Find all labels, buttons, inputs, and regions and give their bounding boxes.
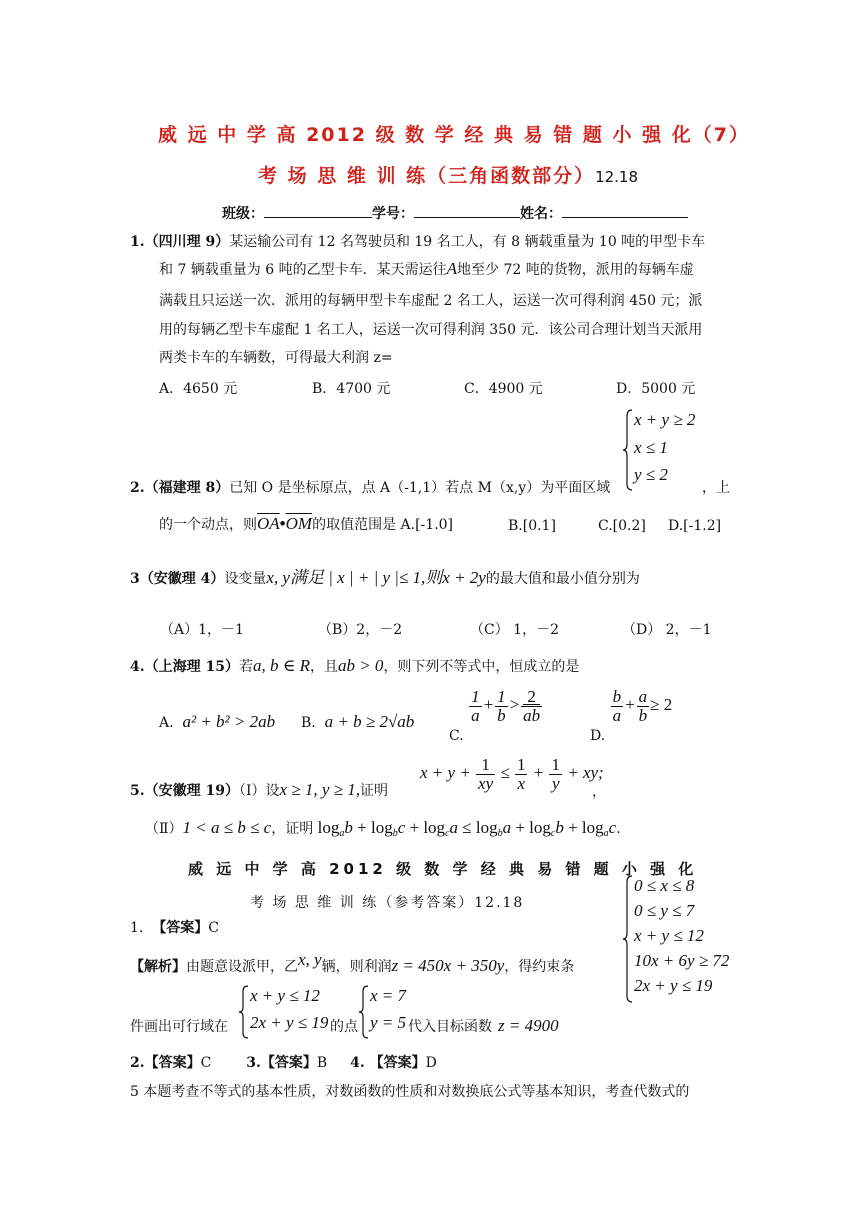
- q4-text-b: ，且: [309, 659, 338, 675]
- brace-icon: [238, 984, 250, 1040]
- q5-prove2: ，证明: [271, 821, 314, 837]
- question-2: [130, 478, 610, 498]
- class-label: 班级：: [222, 206, 264, 222]
- dot-operator: •: [279, 514, 286, 533]
- student-info-row: [222, 203, 688, 224]
- q4-number: 4.（上海理 15）: [130, 659, 239, 675]
- id-label: 学号：: [372, 206, 414, 222]
- q1-line3: 满载且只运送一次．派用的每辆甲型卡车虚配 2 名工人，运送一次可得利润 450 元；派: [159, 293, 703, 309]
- feasible-line2: 2x + y ≤ 19: [250, 1013, 329, 1032]
- id-blank[interactable]: [414, 203, 520, 218]
- constraint-line2: 0 ≤ y ≤ 7: [634, 901, 695, 920]
- q3-text-a: 设变量: [224, 571, 267, 587]
- q5-part2-label: （Ⅱ）: [145, 821, 183, 837]
- question-5: [130, 780, 388, 801]
- q3-option-b: （B）2，－2: [318, 622, 403, 638]
- q3-math: x, y满足 | x | + | y |≤ 1,则x + 2y: [266, 568, 486, 587]
- a4-tag: 4. 【答案】: [350, 1055, 426, 1071]
- q3-option-c: （C） 1，－2: [470, 622, 559, 638]
- q1-line2b: 地至少 72 吨的货物，派用的每辆车虚: [457, 262, 694, 278]
- analysis-line2-expr: z = 4900: [498, 1016, 559, 1035]
- q4-option-b-math: a + b ≥ 2√ab: [324, 712, 415, 731]
- q2-line2b: 的取值范围是 A.[-1.0]: [312, 517, 454, 533]
- analysis-line2c-text: 代入目标函数: [408, 1019, 492, 1035]
- q3-option-d: （D） 2，－1: [622, 622, 712, 638]
- analysis-a: 由题意设派甲，乙: [186, 959, 298, 975]
- q1-option-a: A．4650 元: [159, 381, 238, 397]
- q5-prove: 证明: [360, 783, 389, 799]
- a1-tag: 【答案】: [152, 920, 209, 936]
- q5-part1: （Ⅰ）设: [238, 783, 280, 799]
- q2-system-line1: x + y ≥ 2: [634, 410, 696, 429]
- a2-tag: 2.【答案】: [130, 1055, 201, 1071]
- a4-value: D: [425, 1055, 437, 1071]
- q4-option-a-math: a² + b² > 2ab: [182, 712, 276, 731]
- q5-log-inequality: $\log_ab + \log_bc + \log_ca \le \log_ba + \log_cb + \log_ac$: [317, 818, 617, 839]
- question-3: [130, 568, 640, 589]
- vector-oa: $\overline{OA}$: [257, 514, 280, 533]
- question-1: [130, 232, 705, 252]
- q5-part1-tail: ，: [592, 784, 606, 800]
- brace-icon: [622, 408, 634, 492]
- point-line1: x = 7: [370, 986, 407, 1005]
- q3-text-b: 的最大值和最小值分别为: [485, 571, 640, 587]
- q1-line2: [159, 259, 694, 280]
- q4-option-d: [590, 687, 673, 745]
- q1-line2a: 和 7 辆载重量为 6 吨的乙型卡车．某天需运往: [159, 262, 447, 278]
- name-label: 姓名：: [520, 206, 562, 222]
- q5-end: .: [616, 821, 621, 837]
- q4-text-a: 若: [238, 659, 253, 675]
- q4-option-a-label: A.: [159, 715, 174, 731]
- brace-icon: [358, 984, 370, 1040]
- q1-number: 1.（四川理 9）: [130, 234, 230, 250]
- q5-part2: [145, 818, 621, 844]
- subtitle-date: 12.18: [595, 168, 639, 186]
- a3-value: B: [316, 1055, 328, 1071]
- answer-5: 5 本题考查不等式的基本性质，对数函数的性质和对数换底公式等基本知识，考查代数式的: [130, 1084, 690, 1100]
- q2-system-line2: x ≤ 1: [634, 438, 668, 457]
- a3-tag: 3.【答案】: [246, 1055, 317, 1071]
- q4-text-c: ，则下列不等式中，恒成立的是: [383, 659, 580, 675]
- analysis-line1: [130, 950, 575, 977]
- q2-system-line3: y ≤ 2: [634, 465, 668, 484]
- class-blank[interactable]: [264, 203, 372, 218]
- name-blank[interactable]: [562, 203, 688, 218]
- q4-math1: a, b ∈ R: [252, 656, 310, 675]
- q4-option-c-math: $\frac{1}{a}$ + $\frac{1}{b}$ > $\frac{2}{ab}$: [471, 687, 541, 725]
- q2-option-b: B.[0.1]: [508, 518, 556, 534]
- q4-option-b: [301, 712, 414, 733]
- q2-line2: [159, 514, 453, 535]
- analysis-c: ，得约束条: [504, 959, 575, 975]
- constraint-line1: 0 ≤ x ≤ 8: [634, 876, 695, 895]
- answer-1: [130, 918, 219, 938]
- q1-option-c: C．4900 元: [464, 381, 543, 397]
- answers-2-4: [130, 1053, 437, 1073]
- q4-option-b-label: B.: [301, 715, 316, 731]
- analysis-line2a: 件画出可行域在: [130, 1019, 228, 1035]
- q4-option-d-label: D.: [590, 728, 606, 745]
- q4-math2: ab > 0: [337, 656, 384, 675]
- q5-cond: x ≥ 1, y ≥ 1,: [279, 780, 361, 799]
- q5-number: 5.（安徽理 19）: [130, 783, 239, 799]
- page-title: 威 远 中 学 高 2012 级 数 学 经 典 易 错 题 小 强 化（7）: [158, 124, 750, 146]
- question-4: [130, 656, 579, 677]
- q2-text: 已知 O 是坐标原点，点 A（-1,1）若点 M（x,y）为平面区域: [229, 480, 611, 496]
- q1-line5: 两类卡车的车辆数，可得最大利润 z=: [159, 350, 393, 366]
- q1-option-b: B．4700 元: [312, 381, 391, 397]
- analysis-b: 辆，则利润: [321, 959, 392, 975]
- brace-icon: [622, 874, 634, 1004]
- q5-inequality-math: x + y + $\frac{1}{xy}$ ≤ $\frac{1}{x}$ + $\frac{1}{y}$ + xy;: [420, 755, 604, 793]
- constraint-line3: x + y ≤ 12: [634, 926, 704, 945]
- q4-option-d-math: $\frac{b}{a}$ + $\frac{a}{b}$ ≥ 2: [612, 687, 673, 725]
- q2-number: 2.（福建理 8）: [130, 480, 230, 496]
- constraint-line4: 10x + 6y ≥ 72: [634, 951, 730, 970]
- q1-option-d: D．5000 元: [616, 381, 696, 397]
- q2-option-c: C.[0.2]: [598, 518, 646, 534]
- constraint-line5: 2x + y ≤ 19: [634, 976, 713, 995]
- q4-option-c: [449, 687, 543, 745]
- answers-subtitle: 考 场 思 维 训 练（参考答案）12.18: [250, 895, 525, 911]
- analysis-line2c: [408, 1016, 559, 1037]
- q5-cond2: 1 < a ≤ b ≤ c: [182, 818, 272, 837]
- subtitle-text: 考 场 思 维 训 练（三角函数部分）: [258, 165, 596, 187]
- q1-var-a: A: [446, 259, 458, 278]
- answers-title: 威 远 中 学 高 2012 级 数 学 经 典 易 错 题 小 强 化: [188, 860, 698, 878]
- q4-option-c-label: C.: [449, 728, 464, 745]
- a1-value: C: [208, 920, 219, 936]
- q3-option-a: （A）1，－1: [160, 622, 244, 638]
- analysis-tag: 【解析】: [130, 959, 186, 975]
- answers-constraint-system: [622, 874, 762, 1004]
- point-line2: y = 5: [370, 1013, 407, 1032]
- vector-om: $\overline{OM}$: [285, 514, 313, 533]
- analysis-var: x, y: [298, 950, 322, 969]
- feasible-line1: x + y ≤ 12: [250, 986, 320, 1005]
- q1-line4: 用的每辆乙型卡车虚配 1 名工人，运送一次可得利润 350 元．该公司合理计划当天派用: [159, 322, 703, 338]
- page-subtitle: [258, 161, 638, 188]
- q4-option-a: [159, 712, 275, 733]
- q2-line2a: 的一个动点，则: [159, 517, 257, 533]
- a1-number: 1.: [130, 920, 144, 936]
- analysis-expr: z = 450x + 350y: [391, 956, 505, 975]
- a2-value: C: [200, 1055, 212, 1071]
- q2-option-d: D.[-1.2]: [668, 518, 722, 534]
- q2-tail: ，上: [702, 480, 730, 496]
- analysis-line2b: 的点: [330, 1019, 358, 1035]
- q3-number: 3（安徽理 4）: [130, 571, 225, 587]
- q1-line1: 某运输公司有 12 名驾驶员和 19 名工人，有 8 辆载重量为 10 吨的甲型卡车: [229, 234, 706, 250]
- q5-inequality: [420, 756, 604, 793]
